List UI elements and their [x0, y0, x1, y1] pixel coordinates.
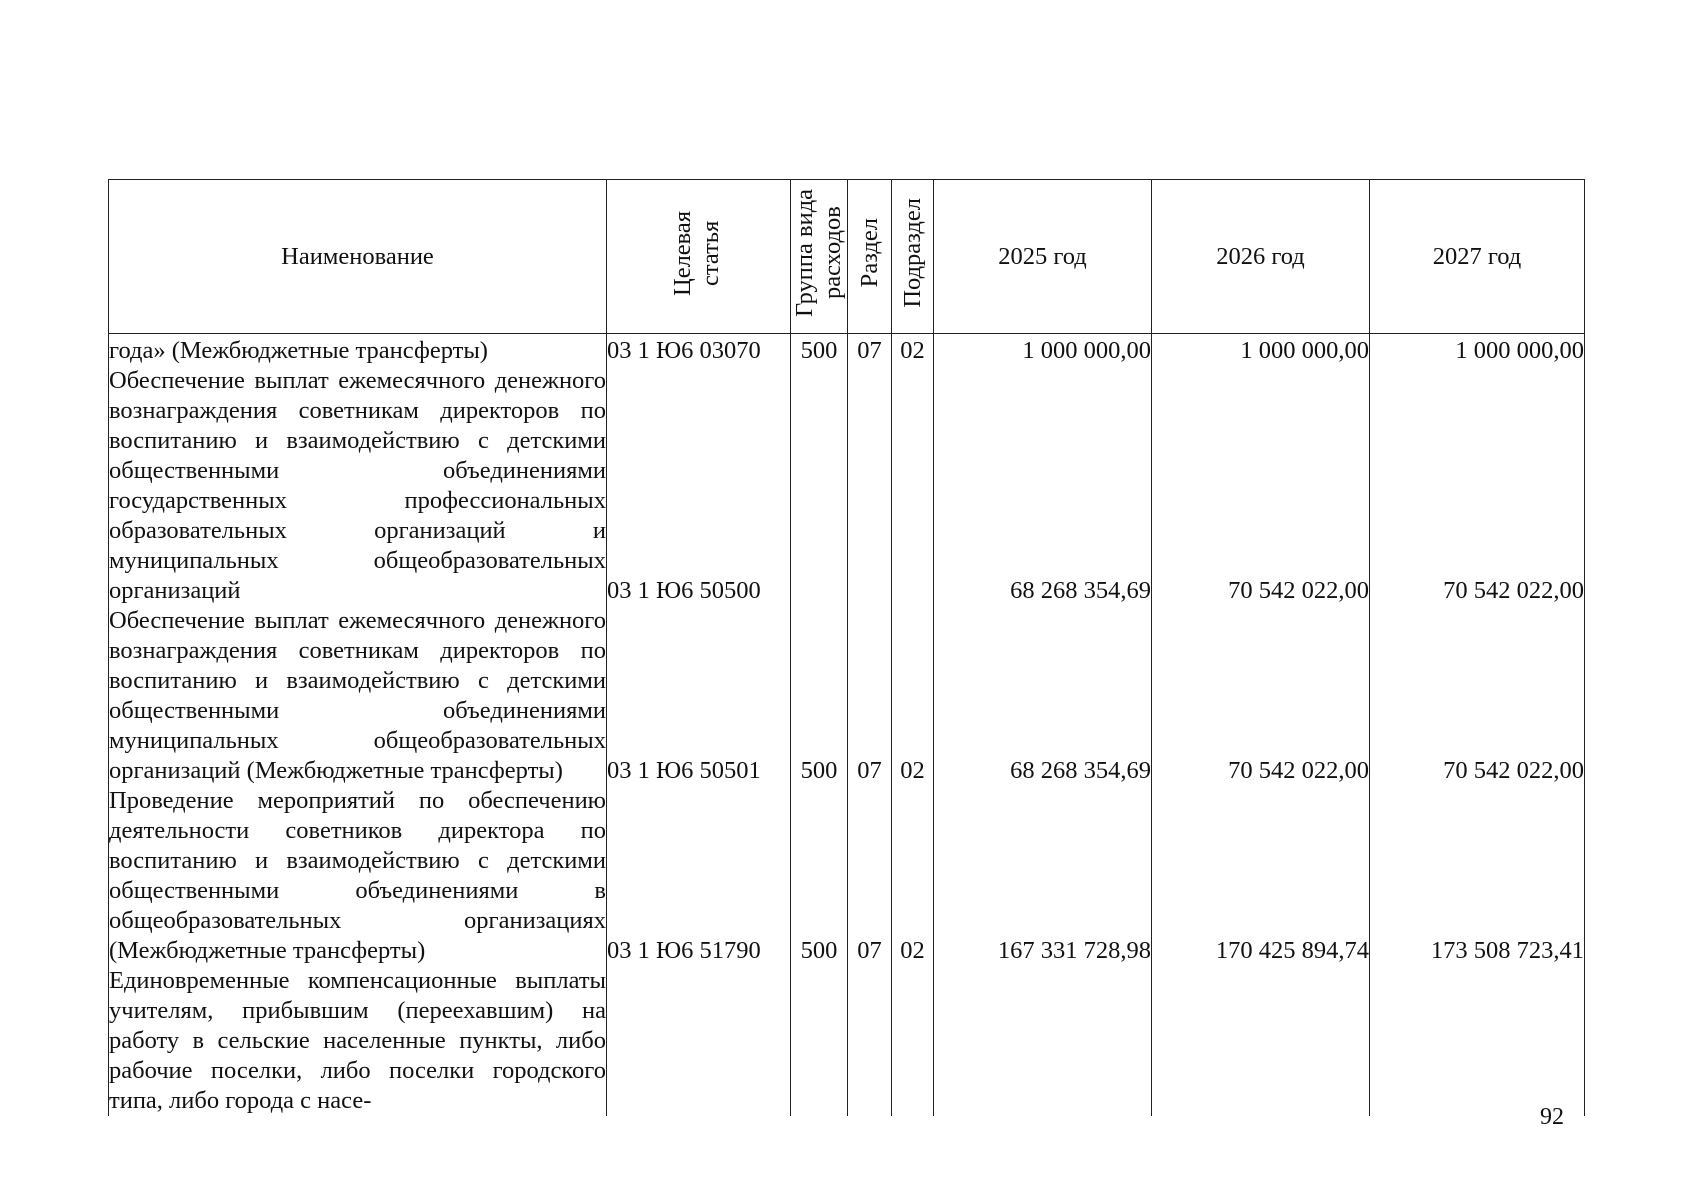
header-section	[848, 180, 892, 334]
cell-2025	[934, 966, 1152, 1116]
header-expense-group-label: Группа вида расходов	[791, 188, 846, 317]
cell-expense-group: 500	[791, 334, 848, 367]
cell-subsection: 02	[892, 334, 934, 367]
cell-2027: 70 542 022,00	[1370, 366, 1585, 606]
header-2026	[1152, 180, 1370, 334]
header-2027-label: 2027 год	[1432, 242, 1522, 270]
header-target-item	[607, 180, 791, 334]
cell-target-item: 03 1 Ю6 03070	[607, 334, 791, 367]
table-row	[109, 786, 1585, 966]
cell-name: Проведение мероприятий по обеспечению деятельности советников директора по воспитанию и взаимодействию с детскими общественными объединениями в общеобразовательных организациях (Межбюджетные трансферты)	[109, 787, 606, 964]
cell-expense-group	[791, 366, 848, 606]
cell-2025: 68 268 354,69	[934, 606, 1152, 786]
budget-table	[108, 179, 1585, 1116]
cell-subsection	[892, 966, 934, 1116]
table-row	[109, 366, 1585, 606]
header-2026-label: 2026 год	[1216, 242, 1305, 270]
page-number: 92	[1540, 1104, 1564, 1130]
cell-section: 07	[848, 606, 892, 786]
cell-subsection	[892, 366, 934, 606]
cell-subsection: 02	[892, 606, 934, 786]
cell-name: Единовременные компенсационные выплаты учителям, прибывшим (переехавшим) на работу в сельские населенные пункты, либо рабочие поселки, либо поселки городского типа, либо города с насе-	[109, 967, 606, 1114]
cell-name: Обеспечение выплат ежемесячного денежного вознаграждения советникам директоров по воспитанию и взаимодействию с детскими общественными объединениями муниципальных общеобразовательных организаций (Межбюджетные трансферты)	[109, 607, 606, 784]
cell-section: 07	[848, 334, 892, 367]
header-name	[109, 180, 607, 334]
header-section-label: Раздел	[855, 217, 883, 288]
cell-section	[848, 966, 892, 1116]
cell-target-item: 03 1 Ю6 50501	[607, 606, 791, 786]
cell-subsection: 02	[892, 786, 934, 966]
cell-target-item	[607, 966, 791, 1116]
header-subsection-label: Подраздел	[898, 197, 926, 308]
cell-2026: 70 542 022,00	[1152, 606, 1370, 786]
header-2027	[1370, 180, 1585, 334]
cell-section: 07	[848, 786, 892, 966]
cell-name: года» (Межбюджетные трансферты)	[109, 334, 607, 367]
cell-2026: 170 425 894,74	[1152, 786, 1370, 966]
cell-name: Обеспечение выплат ежемесячного денежного вознаграждения советникам директоров по воспитанию и взаимодействию с детскими общественными объединениями государственных профессиональных образовательных организаций и муниципальных общеобразовательных организаций	[109, 367, 606, 604]
table-row	[109, 606, 1585, 786]
header-target-item-label: Целевая статья	[668, 209, 724, 296]
cell-expense-group: 500	[791, 606, 848, 786]
table-header-row	[109, 180, 1585, 334]
header-expense-group	[791, 180, 848, 334]
cell-2026: 1 000 000,00	[1152, 334, 1370, 367]
cell-2027: 70 542 022,00	[1370, 606, 1585, 786]
cell-expense-group	[791, 966, 848, 1116]
cell-2027: 173 508 723,41	[1370, 786, 1585, 966]
cell-2025: 167 331 728,98	[934, 786, 1152, 966]
cell-target-item: 03 1 Ю6 50500	[607, 366, 791, 606]
cell-2026	[1152, 966, 1370, 1116]
header-2025	[934, 180, 1152, 334]
header-name-label: Наименование	[281, 242, 434, 270]
cell-2025: 1 000 000,00	[934, 334, 1152, 367]
table-row	[109, 966, 1585, 1116]
header-2025-label: 2025 год	[998, 242, 1087, 270]
cell-2027: 1 000 000,00	[1370, 334, 1585, 367]
cell-target-item: 03 1 Ю6 51790	[607, 786, 791, 966]
cell-expense-group: 500	[791, 786, 848, 966]
cell-2025: 68 268 354,69	[934, 366, 1152, 606]
table-row	[109, 334, 1585, 367]
cell-2026: 70 542 022,00	[1152, 366, 1370, 606]
cell-2027	[1370, 966, 1585, 1116]
header-subsection	[892, 180, 934, 334]
cell-section	[848, 366, 892, 606]
